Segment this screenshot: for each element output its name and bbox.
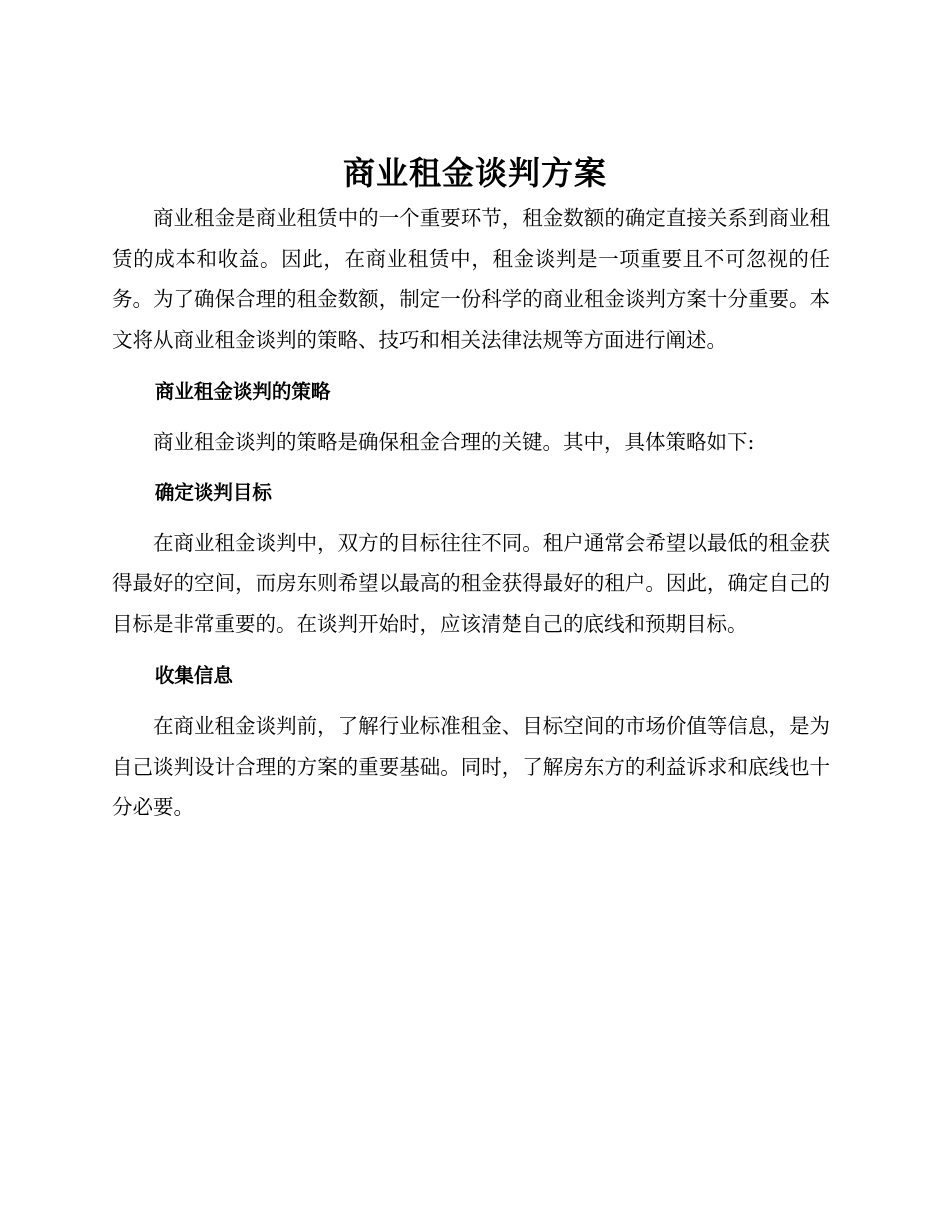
section-heading-info: 收集信息 bbox=[154, 664, 233, 687]
section-paragraph-strategy: 商业租金谈判的策略是确保租金合理的关键。其中，具体策略如下: bbox=[153, 430, 755, 454]
intro-paragraph: 商业租金是商业租赁中的一个重要环节，租金数额的确定直接关系到商业租赁的成本和收益。因此，在商业租赁中，租金谈判是一项重要且不可忽视的任务。为了确保合理的租金数额，制定一份科学的商业租金谈判方案十分重要。本文将从商业租金谈判的策略、技巧和相关法律法规等方面进行阐述。 bbox=[112, 206, 830, 352]
document-body bbox=[112, 198, 830, 828]
section-paragraph-info: 在商业租金谈判前，了解行业标准租金、目标空间的市场价值等信息，是为自己谈判设计合理的方案的重要基础。同时，了解房东方的利益诉求和底线也十分必要。 bbox=[112, 714, 830, 819]
document-title: 商业租金谈判方案 bbox=[342, 154, 607, 192]
section-paragraph-goal: 在商业租金谈判中，双方的目标往往不同。租户通常会希望以最低的租金获得最好的空间，而房东则希望以最高的租金获得最好的租户。因此，确定自己的目标是非常重要的。在谈判开始时，应该清楚自己的底线和预期目标。 bbox=[112, 530, 830, 636]
section-heading-strategy: 商业租金谈判的策略 bbox=[154, 380, 331, 403]
section-heading-goal: 确定谈判目标 bbox=[154, 480, 272, 504]
